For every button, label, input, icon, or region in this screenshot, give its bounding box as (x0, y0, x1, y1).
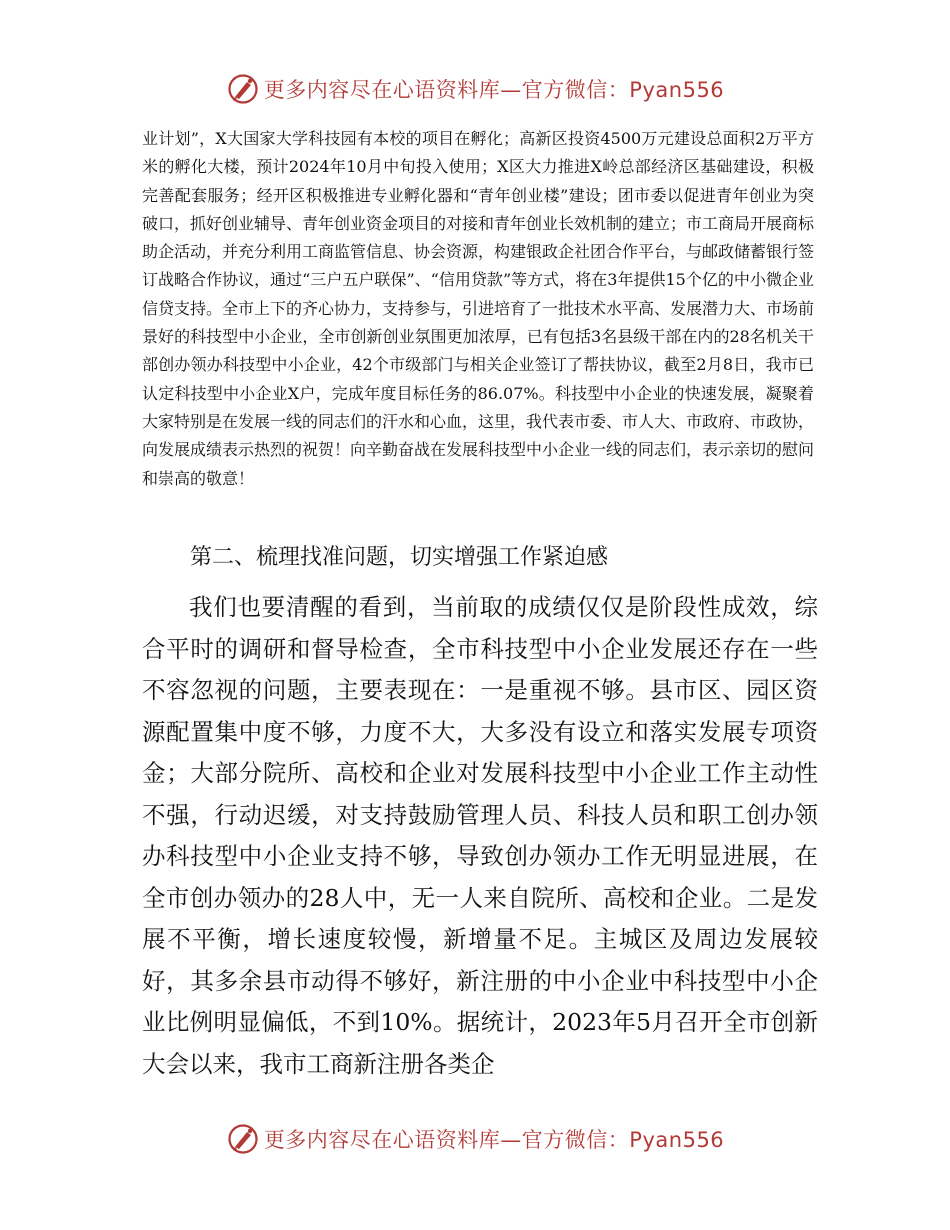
section-heading-2: 第二、梳理找准问题，切实增强工作紧迫感 (190, 545, 609, 570)
pen-seal-icon (226, 72, 260, 106)
header-watermark (0, 67, 950, 111)
watermark-text: 更多内容尽在心语资料库—官方微信：Pyan556 (263, 78, 725, 102)
body-paragraph-1: 业计划”，X大国家大学科技园有本校的项目在孵化；高新区投资4500万元建设总面积2万平方米的孵化大楼，预计2024年10月中旬投入使用；X区大力推进X岭总部经济区基础建设，积极完善配套服务；经开区积极推进专业孵化器和“青年创业楼”建设；团市委以促进青年创业为突破口，抓好创业辅导、青年创业资金项目的对接和青年创业长效机制的建立；市工商局开展商标助企活动，并充分利用工商监管信息、协会资源，构建银政企社团合作平台，与邮政储蓄银行签订战略合作协议，通过“三户五户联保”、“信用贷款”等方式，将在3年提供15个亿的中小微企业信贷支持。全市上下的齐心协力，支持参与，引进培育了一批技术水平高、发展潜力大、市场前景好的科技型中小企业，全市创新创业氛围更加浓厚，已有包括3名县级干部在内的28名机关干部创办领办科技型中小企业，42个市级部门与相关企业签订了帮扶协议，截至2月8日，我市已认定科技型中小企业X户，完成年度目标任务的86.07%。科技型中小企业的快速发展，凝聚着大家特别是在发展一线的同志们的汗水和心血，这里，我代表市委、市人大、市政府、市政协，向发展成绩表示热烈的祝贺！向辛勤奋战在发展科技型中小企业一线的同志们，表示亲切的慰问和崇高的敬意！ (142, 129, 815, 488)
footer-watermark (0, 1117, 950, 1161)
pen-seal-icon (226, 1122, 260, 1156)
body-paragraph-2: 我们也要清醒的看到，当前取的成绩仅仅是阶段性成效，综合平时的调研和督导检查，全市科技型中小企业发展还存在一些不容忽视的问题，主要表现在：一是重视不够。县市区、园区资源配置集中度不够，力度不大，大多没有设立和落实发展专项资金；大部分院所、高校和企业对发展科技型中小企业工作主动性不强，行动迟缓，对支持鼓励管理人员、科技人员和职工创办领办科技型中小企业支持不够，导致创办领办工作无明显进展，在全市创办领办的28人中，无一人来自院所、高校和企业。二是发展不平衡，增长速度较慢，新增量不足。主城区及周边发展较好，其多余县市动得不够好，新注册的中小企业中科技型中小企业比例明显偏低，不到10%。据统计，2023年5月召开全市创新大会以来，我市工商新注册各类企 (142, 593, 818, 1078)
watermark-text: 更多内容尽在心语资料库—官方微信：Pyan556 (263, 1128, 725, 1152)
